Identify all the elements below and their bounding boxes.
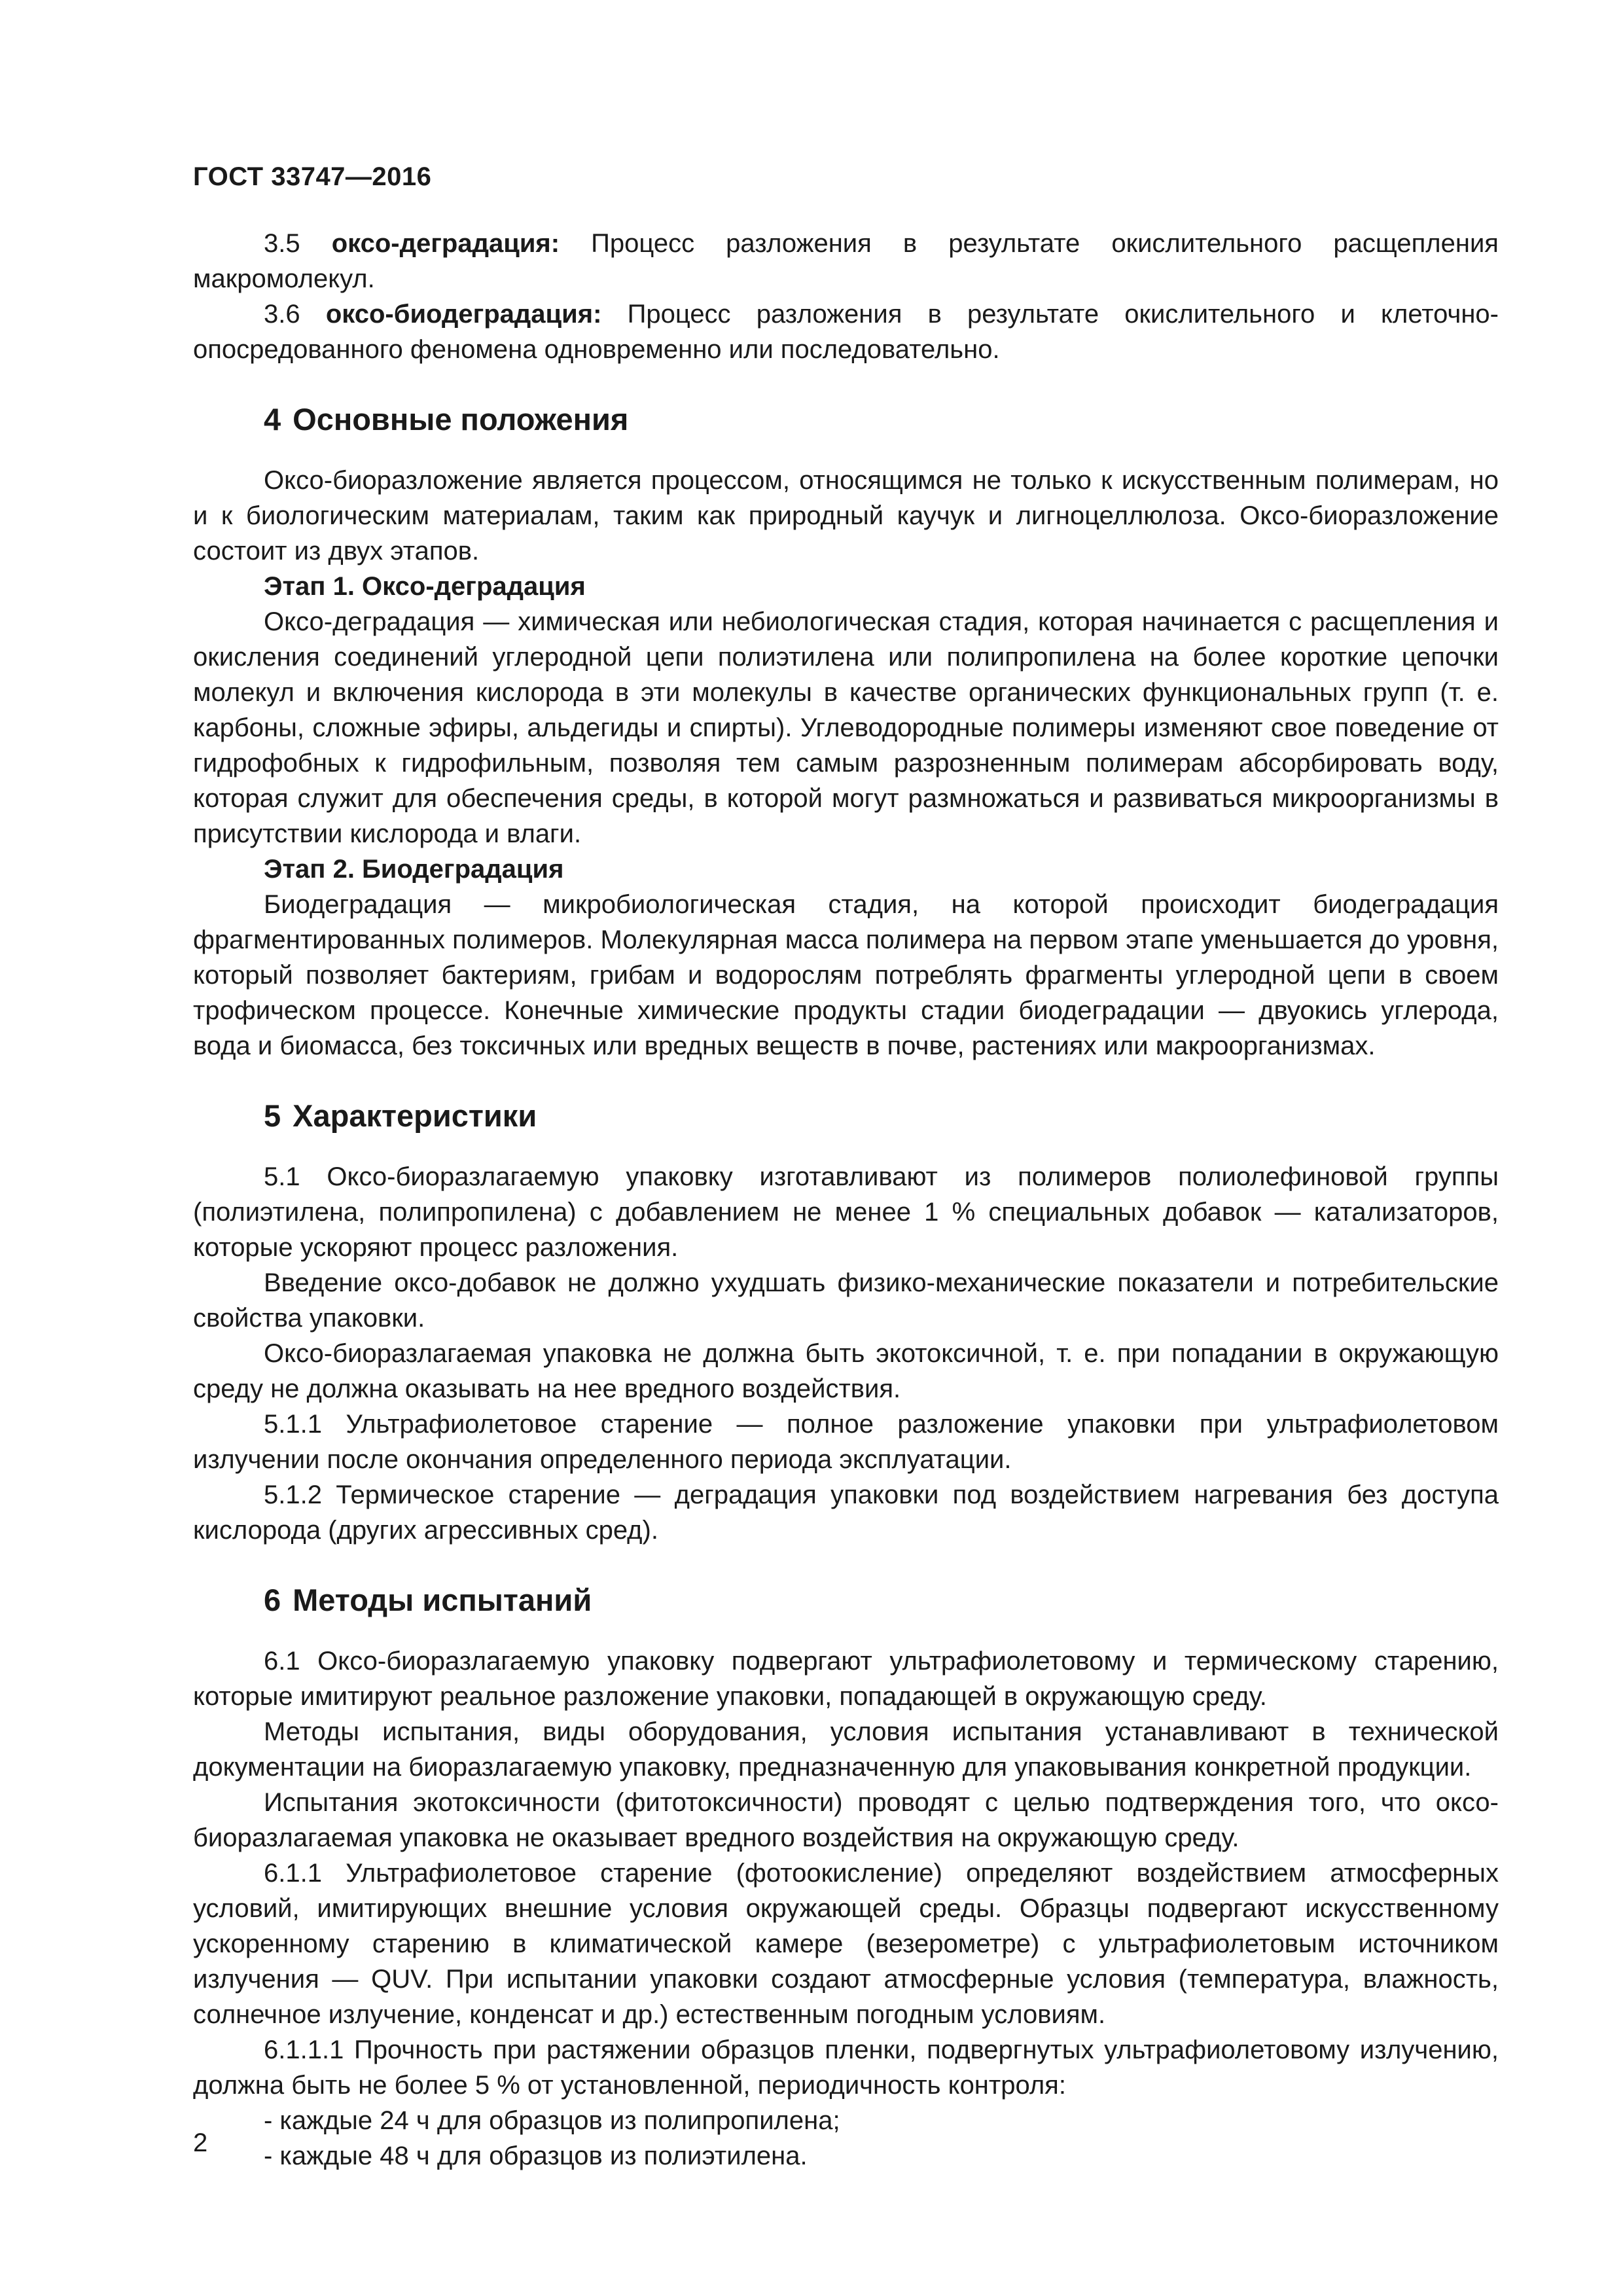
stage-heading: Этап 2. Биодеградация	[264, 855, 564, 884]
paragraph: 5.1.2 Термическое старение — деградация упаковки под воздействием нагревания без доступа кислорода (других агрессивных сред).	[193, 1480, 1499, 1545]
paragraph: 6.1.1.1 Прочность при растяжении образцов пленки, подвергнутых ультрафиолетовому излучению, должна быть не более 5 % от установленной, периодичность контроля:	[193, 2036, 1499, 2100]
list-item: - каждые 24 ч для образцов из полипропилена;	[264, 2106, 840, 2135]
list-item: - каждые 48 ч для образцов из полиэтилена.	[264, 2142, 808, 2170]
paragraph: 5.1.1 Ультрафиолетовое старение — полное разложение упаковки при ультрафиолетовом излучении после окончания определенного периода эксплуатации.	[193, 1410, 1499, 1474]
document-header: ГОСТ 33747—2016	[193, 162, 432, 191]
section-heading-5	[264, 1096, 1499, 1136]
section-title: Методы испытаний	[293, 1583, 592, 1617]
paragraph: 6.1.1 Ультрафиолетовое старение (фотоокисление) определяют воздействием атмосферных условий, имитирующих внешние условия окружающей среды. Образцы подвергают искусственному ускоренному старению в климатической камере (везерометре) с ультрафиолетовым источником излучения — QUV. При испытании упаковки создают атмосферные условия (температура, влажность, солнечное излучение, конденсат и др.) естественным погодным условиям.	[193, 1859, 1499, 2029]
paragraph: 5.1 Оксо-биоразлагаемую упаковку изготавливают из полимеров полиолефиновой группы (полиэтилена, полипропилена) с добавлением не менее 1 % специальных добавок — катализаторов, которые ускоряют процесс разложения.	[193, 1162, 1499, 1262]
term-definition: Процесс разложения в результате окислительного расщепления макромолекул.	[193, 229, 1499, 293]
section-number: 4	[264, 402, 281, 437]
section-title: Характеристики	[293, 1098, 537, 1133]
section-number: 5	[264, 1098, 281, 1133]
paragraph: Оксо-биоразлагаемая упаковка не должна быть экотоксичной, т. е. при попадании в окружающую среду не должна оказывать на нее вредного воздействия.	[193, 1339, 1499, 1403]
paragraph: 6.1 Оксо-биоразлагаемую упаковку подвергают ультрафиолетовому и термическому старению, которые имитируют реальное разложение упаковки, попадающей в окружающую среду.	[193, 1647, 1499, 1711]
section-heading-6	[264, 1581, 1499, 1620]
term-definition: Процесс разложения в результате окислительного и клеточно-опосредованного феномена одновременно или последовательно.	[193, 300, 1499, 364]
term-number: 3.6	[264, 300, 300, 329]
page-number: 2	[193, 2128, 208, 2157]
term-number: 3.5	[264, 229, 300, 258]
paragraph: Оксо-биоразложение является процессом, относящимся не только к искусственным полимерам, но и к биологическим материалам, таким как природный каучук и лигноцеллюлоза. Оксо-биоразложение состоит из двух этапов.	[193, 466, 1499, 565]
section-title: Основные положения	[293, 402, 629, 437]
paragraph: Методы испытания, виды оборудования, условия испытания устанавливают в технической документации на биоразлагаемую упаковку, предназначенную для упаковывания конкретной продукции.	[193, 1717, 1499, 1782]
section-heading-4	[264, 400, 1499, 439]
term-3-6	[193, 296, 1499, 367]
term-name: оксо-деградация:	[331, 229, 560, 258]
paragraph: Испытания экотоксичности (фитотоксичности) проводят с целью подтверждения того, что оксо-биоразлагаемая упаковка не оказывает вредного воздействия на окружающую среду.	[193, 1788, 1499, 1852]
paragraph: Биодеградация — микробиологическая стадия, на которой происходит биодеградация фрагментированных полимеров. Молекулярная масса полимера на первом этапе уменьшается до уровня, который позволяет бактериям, грибам и водорослям потреблять фрагменты углеродной цепи в своем трофическом процессе. Конечные химические продукты стадии биодеградации — двуокись углерода, вода и биомасса, без токсичных или вредных веществ в почве, растениях или макроорганизмах.	[193, 890, 1499, 1060]
paragraph: Оксо-деградация — химическая или небиологическая стадия, которая начинается с расщепления и окисления соединений углеродной цепи полиэтилена или полипропилена на более короткие цепочки молекул и включения кислорода в эти молекулы в качестве органических функциональных групп (т. е. карбоны, сложные эфиры, альдегиды и спирты). Углеводородные полимеры изменяют свое поведение от гидрофобных к гидрофильным, позволяя тем самым разрозненным полимерам абсорбировать воду, которая служит для обеспечения среды, в которой могут размножаться и развиваться микроорганизмы в присутствии кислорода и влаги.	[193, 607, 1499, 848]
term-3-5	[193, 226, 1499, 296]
term-name: оксо-биодеградация:	[325, 300, 602, 329]
section-number: 6	[264, 1583, 281, 1617]
document-body	[193, 226, 1499, 2174]
paragraph: Введение оксо-добавок не должно ухудшать физико-механические показатели и потребительские свойства упаковки.	[193, 1268, 1499, 1333]
stage-heading: Этап 1. Оксо-деградация	[264, 572, 586, 601]
